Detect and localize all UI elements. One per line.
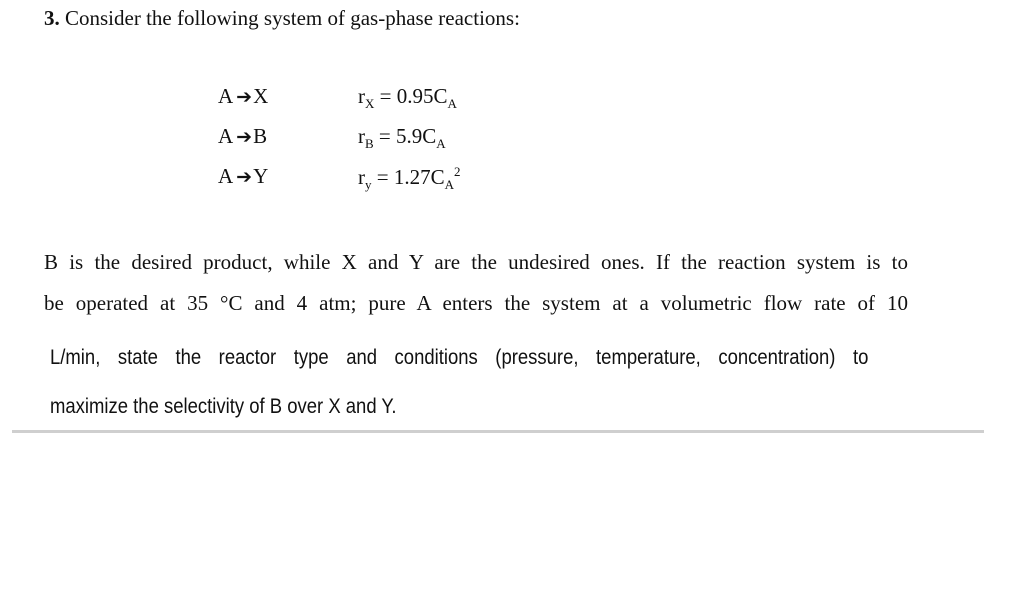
question-number: 3.	[44, 6, 60, 30]
paragraph-line-3: L/min, state the reactor type and conditions (pressure, temperature, concentration) to	[50, 346, 869, 369]
rate-symbol: r	[358, 84, 365, 108]
divider-line	[12, 430, 984, 433]
reaction-equation	[218, 164, 268, 189]
rate-expression: = 5.9C	[373, 124, 437, 148]
rate-subscript: X	[365, 96, 375, 112]
question-intro: Consider the following system of gas-phase reactions:	[65, 6, 520, 30]
rate-expression: = 0.95C	[374, 84, 448, 108]
reactant: A	[218, 84, 234, 108]
right-arrow-icon: ➔	[236, 126, 253, 148]
reaction-equation	[218, 124, 267, 149]
paragraph-line-2: be operated at 35 °C and 4 atm; pure A enters the system at a volumetric flow rate of 10	[44, 291, 908, 315]
product: B	[253, 124, 268, 148]
paragraph-line-1: B is the desired product, while X and Y are the undesired ones. If the reaction system is to	[44, 250, 908, 274]
rate-law	[358, 164, 461, 193]
product: X	[253, 84, 269, 108]
rate-subscript: y	[365, 177, 372, 193]
concentration-subscript: A	[444, 177, 454, 193]
concentration-subscript: A	[447, 96, 457, 112]
reaction-equation	[218, 84, 268, 109]
right-arrow-icon: ➔	[236, 86, 253, 108]
concentration-exponent: 2	[454, 164, 461, 179]
reactant: A	[218, 164, 234, 188]
reactant: A	[218, 124, 234, 148]
right-arrow-icon: ➔	[236, 166, 253, 188]
rate-law	[358, 124, 446, 152]
question-heading	[44, 6, 520, 31]
concentration-subscript: A	[436, 136, 446, 152]
rate-law	[358, 84, 457, 112]
rate-expression: = 1.27C	[371, 165, 445, 189]
paragraph-line-4: maximize the selectivity of B over X and Y.	[50, 395, 397, 418]
rate-symbol: r	[358, 165, 365, 189]
rate-subscript: B	[365, 136, 374, 152]
rate-symbol: r	[358, 124, 365, 148]
product: Y	[253, 164, 269, 188]
